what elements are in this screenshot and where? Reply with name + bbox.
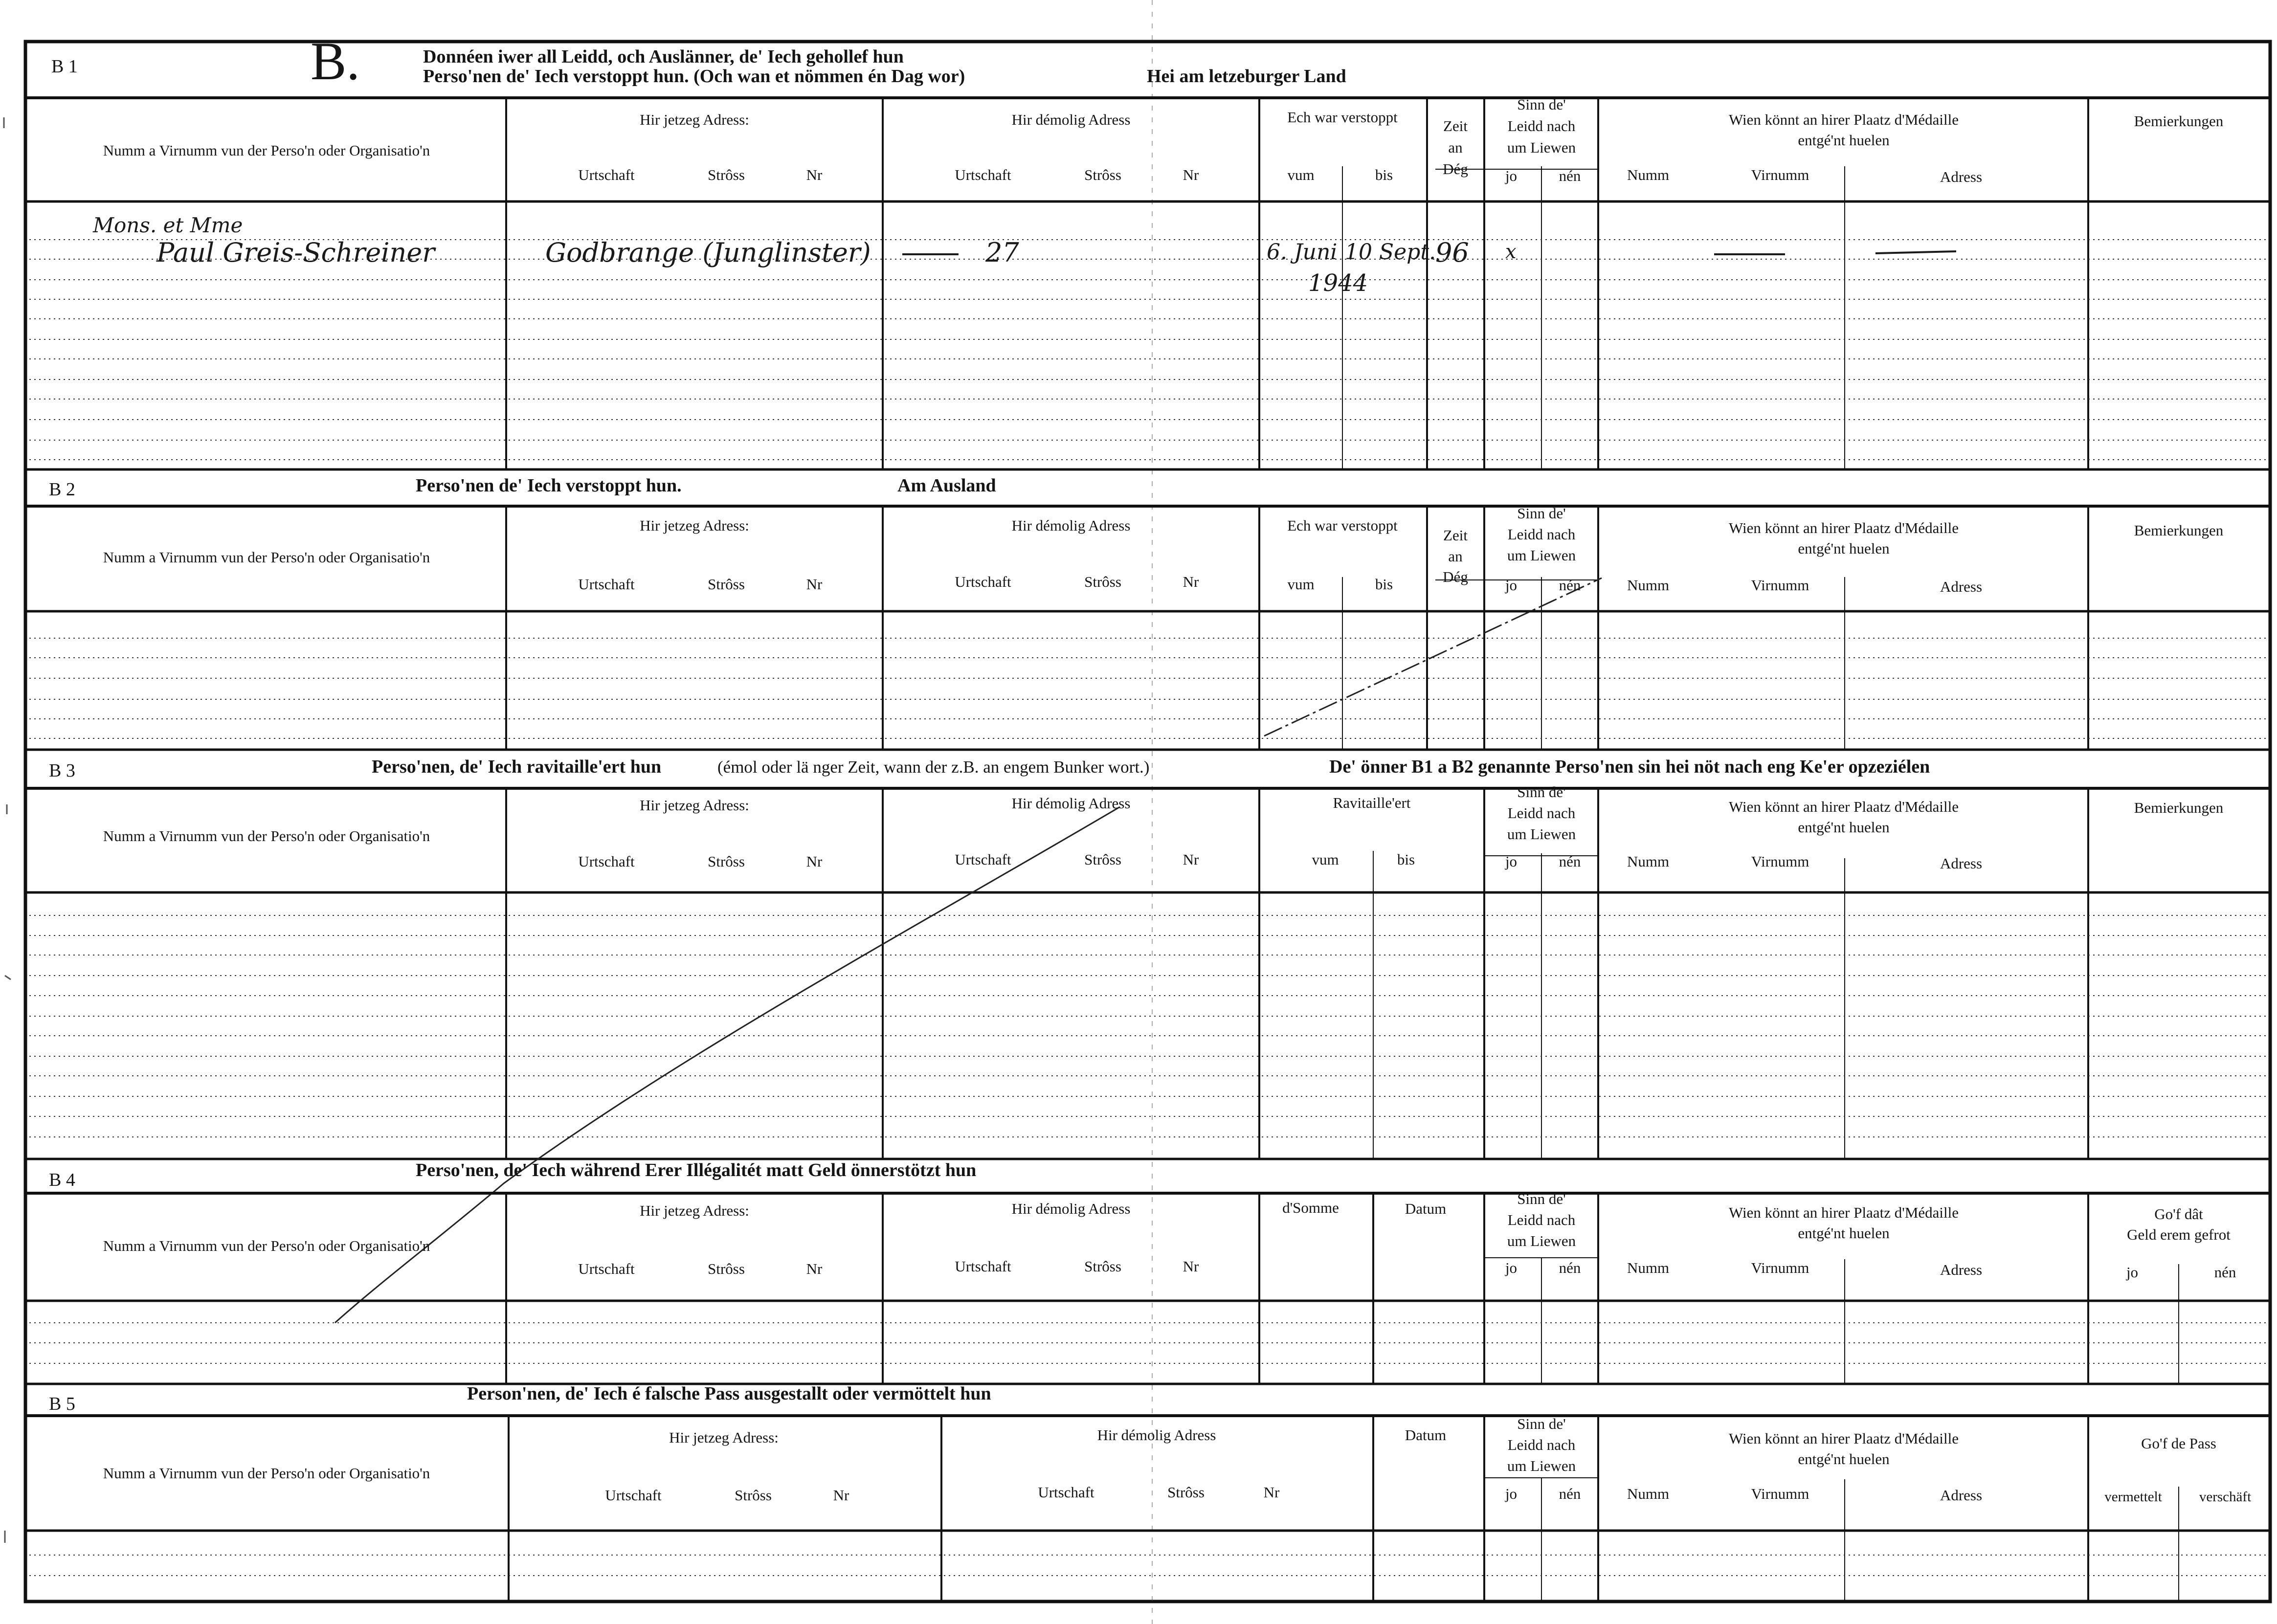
header-pass: Go'f de Pass <box>2141 1435 2216 1452</box>
header-pass-given: vermettelt <box>2104 1489 2162 1505</box>
header-stross: Strôss <box>708 576 745 593</box>
b1-title-line1: Donnéen iwer all Leidd, och Auslänner, de' Iech gehollef hun <box>423 46 904 67</box>
b5-title: Person'nen, de' Iech é falsche Pass ausgestallt oder vermöttelt hun <box>467 1383 991 1404</box>
header-numm: Numm <box>1627 577 1670 594</box>
header-nr: Nr <box>806 576 823 593</box>
b2-title-right: Am Ausland <box>897 475 996 496</box>
header-numm: Numm <box>1627 1485 1670 1502</box>
header-gift: Go'f dât <box>2154 1205 2203 1223</box>
header-former-address: Hir démolig Adress <box>1011 795 1131 812</box>
header-nr: Nr <box>1183 851 1199 868</box>
header-alive: Sinn de' <box>1517 96 1566 113</box>
section-code-b1: B 1 <box>51 56 78 77</box>
section-code-b2: B 2 <box>49 479 75 500</box>
header-stross: Strôss <box>1084 1258 1121 1275</box>
b3-headers <box>103 783 2224 872</box>
header-nr: Nr <box>1263 1484 1280 1501</box>
header-nr: Nr <box>806 1260 823 1277</box>
entry-year: 1944 <box>1308 269 1368 297</box>
b1-entry-row <box>92 213 1956 297</box>
header-bis: bis <box>1375 166 1393 183</box>
header-remarks: Bemierkungen <box>2134 112 2224 130</box>
section-b4 <box>27 1160 2270 1384</box>
header-stross: Strôss <box>708 853 745 870</box>
b5-headers <box>103 1415 2251 1505</box>
header-pass-made: verschäft <box>2199 1489 2252 1505</box>
header-nr: Nr <box>806 853 823 870</box>
header-urtschaft: Urtschaft <box>955 166 1011 183</box>
header-bis: bis <box>1397 851 1415 868</box>
header-former-address: Hir démolig Adress <box>1011 517 1131 534</box>
header-vum: vum <box>1287 576 1315 593</box>
header-supplied: Ravitaille'ert <box>1333 794 1411 811</box>
b2-dotted-rows <box>29 638 2267 738</box>
header-urtschaft: Urtschaft <box>955 851 1011 868</box>
big-letter-b: B. <box>311 31 360 91</box>
header-former-address: Hir démolig Adress <box>1011 111 1131 128</box>
header-adress: Adress <box>1940 578 1983 595</box>
header-numm: Numm <box>1627 166 1670 183</box>
header-alive: um Liewen <box>1507 1457 1576 1474</box>
header-alive: um Liewen <box>1507 547 1576 564</box>
header-urtschaft: Urtschaft <box>578 853 635 870</box>
entry-days: 96 <box>1435 237 1469 268</box>
header-stross: Strôss <box>1167 1484 1205 1501</box>
header-medal: Wien könnt an hirer Plaatz d'Médaille <box>1728 519 1959 536</box>
header-jo: jo <box>1505 1259 1518 1276</box>
header-alive: Sinn de' <box>1517 783 1566 801</box>
header-nr: Nr <box>1183 1258 1199 1275</box>
header-alive: um Liewen <box>1507 139 1576 156</box>
header-nen: nén <box>1559 1259 1581 1276</box>
entry-to: 10 Sept. <box>1345 240 1436 265</box>
header-nen: nén <box>2214 1264 2236 1281</box>
b2-title: Perso'nen de' Iech verstoppt hun. <box>416 475 682 496</box>
header-alive: Leidd nach <box>1507 526 1576 543</box>
header-medal: entgé'nt huelen <box>1798 540 1890 557</box>
header-somme: d'Somme <box>1282 1199 1339 1216</box>
entry-number: 27 <box>985 237 1019 268</box>
b4-title: Perso'nen, de' Iech während Erer Illégalitét matt Geld önnerstötzt hun <box>416 1160 977 1180</box>
entry-name-line1: Mons. et Mme <box>93 213 243 237</box>
header-remarks: Bemierkungen <box>2134 799 2224 816</box>
b1-title-line2: Perso'nen de' Iech verstoppt hun. (Och wan et nömmen én Dag wor) <box>423 66 965 87</box>
header-virnumm: Virnumm <box>1751 577 1809 594</box>
header-virnumm: Virnumm <box>1751 1259 1809 1276</box>
header-nen: nén <box>1559 853 1581 870</box>
margin-marks <box>4 117 11 1543</box>
header-hidden: Ech war verstoppt <box>1287 109 1398 126</box>
header-gift: Geld erem gefrot <box>2127 1226 2231 1243</box>
entry-alive-mark: x <box>1505 241 1517 263</box>
header-alive: Leidd nach <box>1507 1211 1576 1228</box>
header-urtschaft: Urtschaft <box>1038 1484 1094 1501</box>
header-stross: Strôss <box>708 1260 745 1277</box>
header-adress: Adress <box>1940 855 1983 872</box>
header-alive: um Liewen <box>1507 1232 1576 1249</box>
header-adress: Adress <box>1940 168 1983 185</box>
header-nr: Nr <box>1183 573 1199 590</box>
section-code-b4: B 4 <box>49 1170 75 1190</box>
header-urtschaft: Urtschaft <box>955 573 1011 590</box>
header-current-address: Hir jetzeg Adress: <box>669 1429 779 1446</box>
header-virnumm: Virnumm <box>1751 853 1809 870</box>
header-numm: Numm <box>1627 853 1670 870</box>
header-name: Numm a Virnumm vun der Perso'n oder Organisatio'n <box>103 827 430 845</box>
header-nen: nén <box>1559 1485 1581 1502</box>
header-zeit: Dég <box>1443 160 1468 178</box>
header-medal: Wien könnt an hirer Plaatz d'Médaille <box>1728 1430 1959 1447</box>
strike-through-line <box>1264 578 1602 736</box>
header-vum: vum <box>1287 166 1315 183</box>
header-name: Numm a Virnumm vun der Perso'n oder Organisatio'n <box>103 142 430 159</box>
header-former-address: Hir démolig Adress <box>1011 1200 1131 1217</box>
b3-dotted-rows <box>29 915 2267 1137</box>
section-b5 <box>27 1383 2270 1602</box>
header-stross: Strôss <box>1084 851 1121 868</box>
header-medal: Wien könnt an hirer Plaatz d'Médaille <box>1728 798 1959 815</box>
header-medal: entgé'nt huelen <box>1798 1224 1890 1242</box>
header-hidden: Ech war verstoppt <box>1287 517 1398 534</box>
b4-dotted-rows <box>29 1323 2267 1363</box>
header-name: Numm a Virnumm vun der Perso'n oder Organisatio'n <box>103 549 430 566</box>
header-alive: Sinn de' <box>1517 1190 1566 1207</box>
header-alive: Leidd nach <box>1507 804 1576 822</box>
b3-column-lines <box>506 788 2088 1159</box>
section-code-b5: B 5 <box>49 1394 75 1414</box>
header-alive: um Liewen <box>1507 825 1576 843</box>
b1-column-lines <box>506 98 2088 469</box>
header-urtschaft: Urtschaft <box>578 166 635 183</box>
header-urtschaft: Urtschaft <box>955 1258 1011 1275</box>
b3-title-a: Perso'nen, de' Iech ravitaille'ert hun <box>372 756 662 777</box>
section-code-b3: B 3 <box>49 760 75 781</box>
header-bis: bis <box>1375 576 1393 593</box>
header-stross: Strôss <box>1084 573 1121 590</box>
entry-from: 6. Juni <box>1267 240 1338 265</box>
header-name: Numm a Virnumm vun der Perso'n oder Organisatio'n <box>103 1465 430 1482</box>
strike-through-line <box>335 807 1120 1323</box>
entry-place: Godbrange (Junglinster) <box>545 237 871 268</box>
header-alive: Leidd nach <box>1507 1436 1576 1453</box>
header-jo: jo <box>1505 853 1518 870</box>
header-zeit: an <box>1448 548 1463 565</box>
header-adress: Adress <box>1940 1487 1983 1504</box>
b1-title-right: Hei am letzeburger Land <box>1147 66 1346 87</box>
header-current-address: Hir jetzeg Adress: <box>640 1202 749 1219</box>
header-name: Numm a Virnumm vun der Perso'n oder Organisatio'n <box>103 1237 430 1254</box>
header-jo: jo <box>1505 167 1518 184</box>
header-zeit: Zeit <box>1443 117 1468 134</box>
header-nr: Nr <box>1183 166 1199 183</box>
header-vum: vum <box>1312 851 1339 868</box>
header-datum: Datum <box>1405 1200 1447 1217</box>
b4-column-lines <box>506 1193 2179 1384</box>
header-alive: Sinn de' <box>1517 1415 1566 1432</box>
b3-title-b: (émol oder lä nger Zeit, wann der z.B. an engem Bunker wort.) <box>717 757 1150 777</box>
b4-headers <box>103 1190 2236 1281</box>
header-jo: jo <box>1505 577 1518 594</box>
header-alive: Leidd nach <box>1507 117 1576 134</box>
header-urtschaft: Urtschaft <box>578 1260 635 1277</box>
section-b1 <box>27 31 2270 469</box>
header-virnumm: Virnumm <box>1751 166 1809 183</box>
header-alive: Sinn de' <box>1517 505 1566 522</box>
header-current-address: Hir jetzeg Adress: <box>640 797 749 814</box>
header-numm: Numm <box>1627 1259 1670 1276</box>
header-zeit: an <box>1448 139 1463 156</box>
outer-frame <box>25 42 2270 1602</box>
header-virnumm: Virnumm <box>1751 1485 1809 1502</box>
b1-headers <box>103 96 2224 185</box>
header-adress: Adress <box>1940 1261 1983 1278</box>
header-zeit: Dég <box>1443 568 1468 585</box>
header-nen: nén <box>1559 167 1581 184</box>
b2-headers <box>103 505 2224 595</box>
header-jo: jo <box>1505 1485 1518 1502</box>
header-zeit: Zeit <box>1443 527 1468 544</box>
entry-medal-dash <box>1875 251 1956 253</box>
header-nr: Nr <box>833 1487 849 1504</box>
header-urtschaft: Urtschaft <box>578 576 635 593</box>
entry-name-line2: Paul Greis-Schreiner <box>156 237 435 268</box>
b1-dotted-rows <box>29 240 2267 460</box>
header-stross: Strôss <box>735 1487 772 1504</box>
header-nen: nén <box>1559 577 1581 594</box>
header-remarks: Bemierkungen <box>2134 522 2224 539</box>
header-medal: entgé'nt huelen <box>1798 819 1890 836</box>
section-b3 <box>27 756 2270 1159</box>
b3-title-c: De' önner B1 a B2 genannte Perso'nen sin hei nöt nach eng Ke'er opzeziélen <box>1329 756 1930 777</box>
b5-dotted-rows <box>29 1555 2267 1576</box>
header-urtschaft: Urtschaft <box>605 1487 662 1504</box>
header-medal: entgé'nt huelen <box>1798 132 1890 149</box>
header-stross: Strôss <box>708 166 745 183</box>
header-datum: Datum <box>1405 1426 1447 1444</box>
section-b2 <box>27 475 2270 750</box>
header-medal: Wien könnt an hirer Plaatz d'Médaille <box>1728 111 1959 128</box>
header-medal: Wien könnt an hirer Plaatz d'Médaille <box>1728 1204 1959 1221</box>
header-nr: Nr <box>806 166 823 183</box>
header-former-address: Hir démolig Adress <box>1097 1426 1216 1444</box>
header-jo: jo <box>2126 1264 2139 1281</box>
header-medal: entgé'nt huelen <box>1798 1450 1890 1468</box>
header-current-address: Hir jetzeg Adress: <box>640 111 749 128</box>
header-stross: Strôss <box>1084 166 1121 183</box>
header-current-address: Hir jetzeg Adress: <box>640 517 749 534</box>
